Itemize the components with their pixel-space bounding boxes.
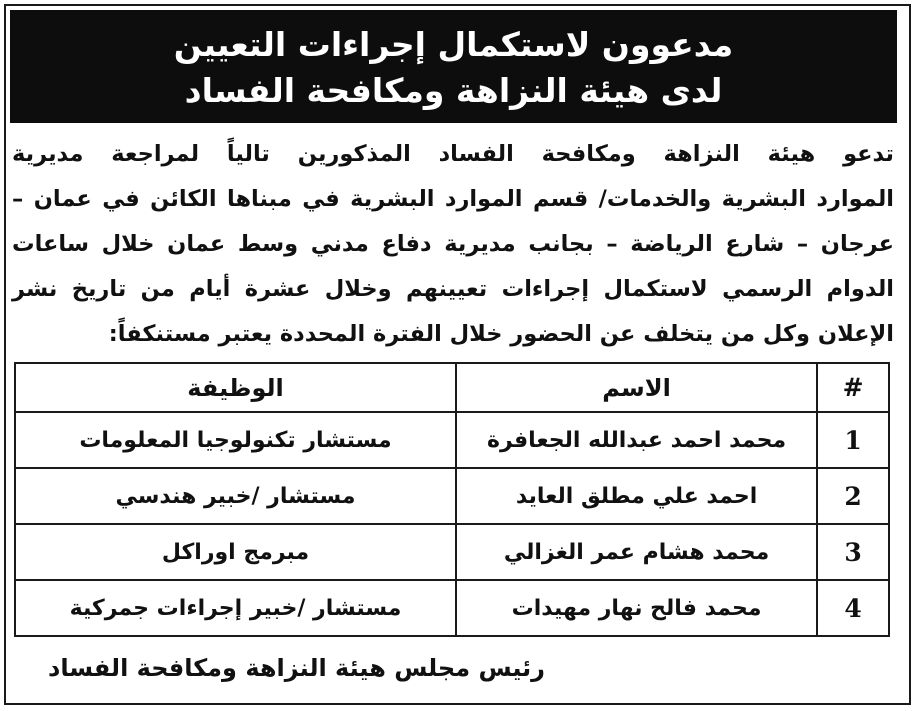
row-job: مستشار تكنولوجيا المعلومات — [15, 412, 456, 468]
table-header-row — [15, 363, 889, 412]
signature-line: رئيس مجلس هيئة النزاهة ومكافحة الفساد — [48, 654, 545, 682]
body-line-4: الدوام الرسمي لاستكمال إجراءات تعيينهم وخلال عشرة أيام من تاريخ نشر — [12, 276, 894, 302]
body-line-1: تدعو هيئة النزاهة ومكافحة الفساد المذكورين تالياً لمراجعة مديرية — [12, 141, 894, 167]
row-number: 3 — [817, 524, 889, 580]
column-header-job: الوظيفة — [15, 363, 456, 412]
row-name: محمد فالح نهار مهيدات — [456, 580, 817, 636]
body-line-3: عرجان – شارع الرياضة – بجانب مديرية دفاع مدني وسط عمان خلال ساعات — [12, 231, 894, 257]
row-number: 1 — [817, 412, 889, 468]
row-name: محمد احمد عبدالله الجعافرة — [456, 412, 817, 468]
table-row — [15, 580, 889, 636]
body-line-5: الإعلان وكل من يتخلف عن الحضور خلال الفترة المحددة يعتبر مستنكفاً: — [108, 321, 894, 347]
column-header-name: الاسم — [456, 363, 817, 412]
row-number: 2 — [817, 468, 889, 524]
row-job: مبرمج اوراكل — [15, 524, 456, 580]
announcement-header — [10, 10, 897, 123]
table-row — [15, 524, 889, 580]
table-row — [15, 412, 889, 468]
row-name: محمد هشام عمر الغزالي — [456, 524, 817, 580]
header-title-line-2: لدى هيئة النزاهة ومكافحة الفساد — [184, 71, 723, 110]
column-header-number: # — [817, 363, 889, 412]
announcement-body — [12, 132, 894, 357]
table-row — [15, 468, 889, 524]
row-job: مستشار /خبير هندسي — [15, 468, 456, 524]
row-job: مستشار /خبير إجراءات جمركية — [15, 580, 456, 636]
row-name: احمد علي مطلق العايد — [456, 468, 817, 524]
appointees-table — [14, 362, 890, 637]
header-title-line-1: مدعوون لاستكمال إجراءات التعيين — [173, 25, 734, 64]
row-number: 4 — [817, 580, 889, 636]
body-line-2: الموارد البشرية والخدمات/ قسم الموارد البشرية في مبناها الكائن في عمان – — [12, 186, 894, 212]
